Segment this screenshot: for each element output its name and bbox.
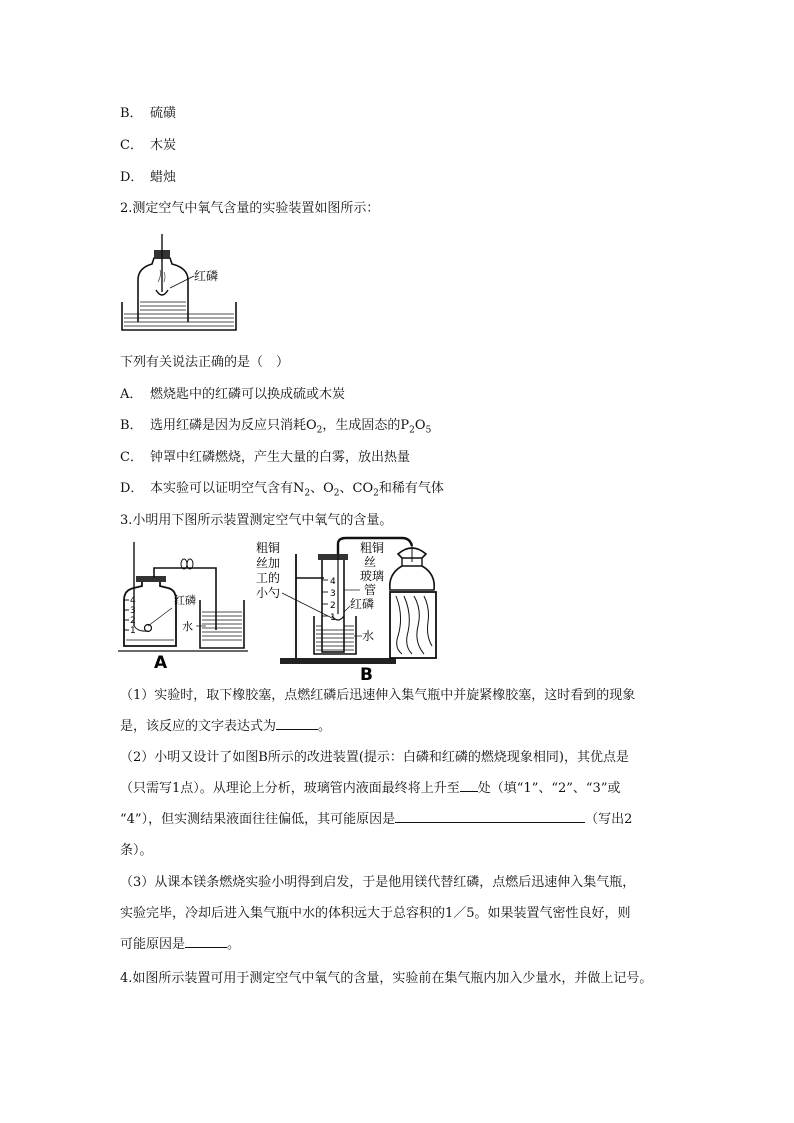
q2-option-c xyxy=(120,449,410,467)
red-phosphorus-label-a: 红磷 xyxy=(174,594,196,607)
wire-label-2: 丝加 xyxy=(256,556,281,570)
text-run: （写出2 xyxy=(585,812,633,827)
text-run: （只需写1点）。从理论上分析，玻璃管内液面最终将上升至 xyxy=(120,781,460,796)
option-b-prev xyxy=(120,105,176,123)
option-d-prev xyxy=(120,169,176,187)
subscript: 2 xyxy=(333,488,340,499)
wire-top-label-2: 丝 xyxy=(364,555,377,569)
option-letter: A． xyxy=(120,387,143,402)
option-text: 、CO xyxy=(339,481,374,496)
q3-sub2 xyxy=(120,742,680,866)
subscript: 2 xyxy=(304,488,311,499)
option-text: 、O xyxy=(310,481,334,496)
option-text: 硫磺 xyxy=(150,106,177,121)
subscript: 2 xyxy=(409,425,415,436)
option-letter: D． xyxy=(120,481,144,496)
subscript: 2 xyxy=(316,425,323,436)
q4-stem: 4.如图所示装置可用于测定空气中氧气的含量，实验前在集气瓶内加入少量水，并做上记号。 xyxy=(120,971,653,986)
wire-label-1: 粗铜 xyxy=(256,541,281,555)
q2-option-a xyxy=(120,386,345,404)
option-text: 木炭 xyxy=(150,138,177,153)
answer-blank[interactable] xyxy=(185,933,227,948)
q2-prompt: 下列有关说法正确的是（ ） xyxy=(120,355,290,370)
q2-option-b xyxy=(120,417,431,440)
q3-figure-a xyxy=(118,538,252,668)
text-run: 处（填“1”、“2”、“3”或 xyxy=(477,781,621,796)
option-text: 燃烧匙中的红磷可以换成硫或木炭 xyxy=(150,387,346,402)
figure-b-caption: B xyxy=(360,665,373,680)
text-run: 。 xyxy=(227,937,241,952)
q3-figure-b xyxy=(252,536,452,680)
option-text: 和稀有气体 xyxy=(378,481,444,496)
text-run: 条）。 xyxy=(120,843,153,858)
red-phosphorus-label-b: 红磷 xyxy=(350,597,375,611)
text-run: 可能原因是 xyxy=(120,937,186,952)
option-text: 选用红磷是因为反应只消耗O xyxy=(150,418,317,433)
text-run: （1）实验时，取下橡胶塞，点燃红磷后迅速伸入集气瓶中并旋紧橡胶塞，这时看到的现象 xyxy=(120,688,636,703)
q3-sub1 xyxy=(120,680,680,742)
scale-b-3: 3 xyxy=(330,589,336,599)
option-letter: C． xyxy=(120,138,143,153)
option-text: 本实验可以证明空气含有N xyxy=(150,481,305,496)
option-letter: C． xyxy=(120,450,143,465)
scale-3: 3 xyxy=(130,606,136,616)
tube-label-2: 管 xyxy=(364,583,377,597)
scale-4: 4 xyxy=(130,596,136,606)
scale-1: 1 xyxy=(130,626,136,636)
subscript: 2 xyxy=(373,488,379,499)
scale-b-4: 4 xyxy=(330,577,336,587)
option-text: ，生成固态的P xyxy=(322,418,410,433)
text-run: （3）从课本镁条燃烧实验小明得到启发，于是他用镁代替红磷，点燃后迅速伸入集气瓶， xyxy=(120,875,636,890)
text-run: “4”），但实测结果液面往往偏低，其可能原因是 xyxy=(120,812,396,827)
option-letter: B． xyxy=(120,418,143,433)
figure-a-caption: A xyxy=(154,653,168,668)
option-text: 蜡烛 xyxy=(150,170,177,185)
text-run: 实验完毕，冷却后进入集气瓶中水的体积远大于总容积的1／5。如果装置气密性良好，则 xyxy=(120,906,631,921)
wire-label-3: 工的 xyxy=(256,571,281,585)
q2-stem: 2.测定空气中氧气含量的实验装置如图所示： xyxy=(120,201,380,216)
text-run: （2）小明又设计了如图B所示的改进装置(提示：白磷和红磷的燃烧现象相同)，其优点是 xyxy=(120,750,629,765)
q3-sub3 xyxy=(120,867,680,960)
scale-2: 2 xyxy=(130,616,136,626)
option-c-prev xyxy=(120,137,176,155)
option-letter: D． xyxy=(120,170,144,185)
q2-bell-jar-figure xyxy=(118,232,248,334)
answer-blank[interactable] xyxy=(276,715,318,730)
answer-blank[interactable] xyxy=(395,808,585,823)
option-letter: B． xyxy=(120,106,143,121)
subscript: 5 xyxy=(425,425,432,436)
text-run: 是，该反应的文字表达式为 xyxy=(120,719,277,734)
q2-option-d xyxy=(120,480,444,503)
option-text: O xyxy=(414,418,426,433)
option-text: 钟罩中红磷燃烧，产生大量的白雾，放出热量 xyxy=(150,450,411,465)
tube-label-1: 玻璃 xyxy=(360,569,385,583)
water-label-b: 水 xyxy=(362,629,375,643)
red-phosphorus-label: 红磷 xyxy=(194,269,219,283)
q3-stem: 3.小明用下图所示装置测定空气中氧气的含量。 xyxy=(120,513,393,528)
water-label-a: 水 xyxy=(182,620,193,633)
answer-blank[interactable] xyxy=(460,777,478,792)
wire-top-label-1: 粗铜 xyxy=(360,541,385,555)
wire-label-4: 小勺 xyxy=(256,586,281,600)
text-run: 。 xyxy=(318,719,332,734)
scale-b-2: 2 xyxy=(330,601,336,611)
scale-b-1: 1 xyxy=(330,613,336,623)
